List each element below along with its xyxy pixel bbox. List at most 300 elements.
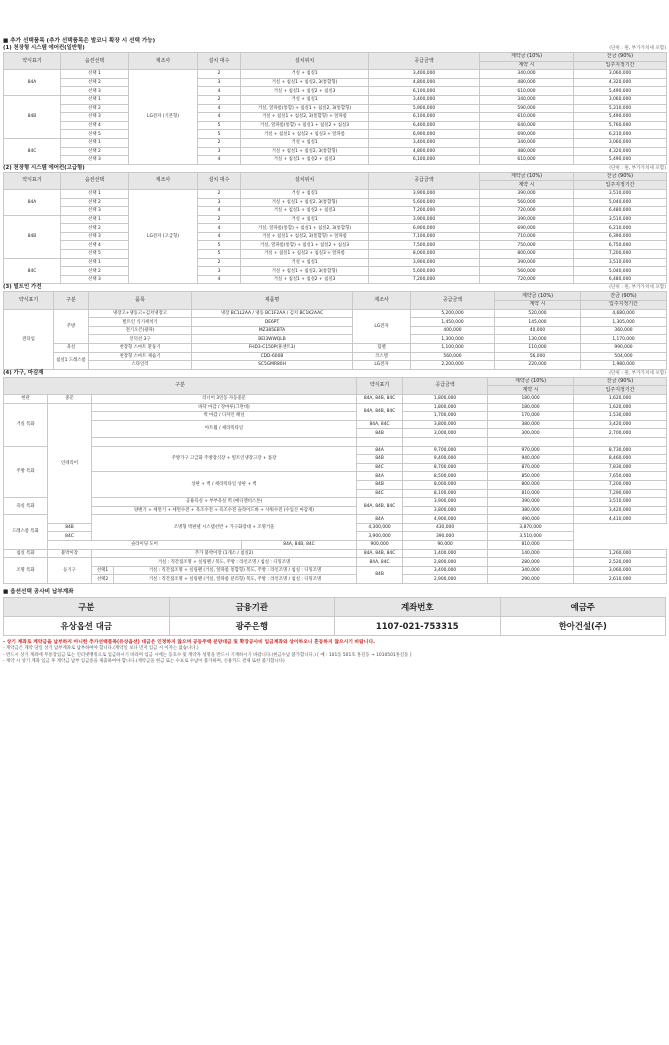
table-cell: 거실 : 직간접조명 + 실링팬 (거실, 알파룸 분리형) 복도, 주방 : 라인조명 / 침실 : 디밍조명 — [114, 575, 357, 584]
table-cell: 선택 2 — [61, 267, 129, 276]
table-cell: 3,400,000 — [369, 95, 480, 104]
table-cell: 720,000 — [480, 207, 574, 216]
table-cell: 잔금 (90%) — [574, 377, 667, 386]
table-cell: 4 — [198, 275, 241, 284]
table-cell: LG전자 (고급형) — [129, 189, 198, 284]
table-cell: 벽 마감 / 디자인 패널 — [92, 412, 357, 421]
table-cell: 선택 3 — [61, 232, 129, 241]
table-cell: 1,700,000 — [403, 412, 488, 421]
table-cell: 180,000 — [488, 403, 574, 412]
table-row — [4, 224, 667, 233]
table-cell: 잔금 (90%) — [581, 292, 667, 301]
table-cell: 선택 3 — [61, 207, 129, 216]
table-row — [4, 207, 667, 216]
table-cell: 공급금액 — [411, 292, 495, 309]
table-cell: 4 — [198, 87, 241, 96]
table-cell: 990,000 — [581, 344, 667, 353]
table-cell: SC5GMR80H — [192, 361, 353, 370]
table-cell: LG전자 — [353, 361, 411, 370]
table-cell: 3,510,000 — [574, 258, 667, 267]
table-cell: 4 — [198, 224, 241, 233]
table-cell: 5,310,000 — [574, 104, 667, 113]
table-cell: 거실 + 침실1 + 침실2 + 침실3 — [241, 275, 369, 284]
table-cell: 1,450,000 — [411, 318, 495, 327]
table-cell: LG전자 — [353, 309, 411, 343]
table-cell: 주방 특화 — [4, 446, 48, 498]
table-cell: 거실 + 침실1 + 침실2, 3(통합형) — [241, 147, 369, 156]
table-cell: 등기구 — [48, 558, 92, 584]
table-cell: 170,000 — [488, 412, 574, 421]
table-cell: 84A, 84B, 84C — [357, 394, 403, 403]
table-cell: 입주지정기간 — [574, 386, 667, 395]
table-cell: 3,060,000 — [574, 70, 667, 79]
table-row — [4, 189, 667, 198]
table-cell: 7,100,000 — [369, 232, 480, 241]
note-warning: - 상기 계좌로 계약금을 납부하지 아니한 추가선택품목(유상옵션) 대금은 인정하지 않으며 공동주택 분양대금 및 확장공사비 입금계좌와 상이하오니 혼동하지 않으시기 바랍니다. — [3, 640, 375, 646]
table-cell: 거실, 알파룸(통합) + 침실1 + 침실2, 3(통합형) — [241, 224, 369, 233]
table-cell: 3,800,000 — [403, 420, 488, 429]
table-cell: 계약금 (10%) — [495, 292, 581, 301]
table-row — [4, 361, 667, 370]
table-cell: 1,170,000 — [581, 335, 667, 344]
table-row — [4, 412, 667, 421]
table-row — [4, 344, 667, 353]
table-cell: 84C — [357, 463, 403, 472]
table-cell: 거실 + 침실1 + 침실2, 3(통합형) + 알파룸 — [241, 232, 369, 241]
table-cell — [574, 437, 667, 446]
table-cell: 제조사 — [353, 292, 411, 309]
table-row — [4, 121, 667, 130]
table-cell: 84B — [357, 480, 403, 489]
table-cell: 빌트인 식기세척기 — [89, 318, 192, 327]
table-cell: 선택 2 — [61, 224, 129, 233]
table-cell: 거실 + 침실1 — [241, 138, 369, 147]
table-cell: MZ385EBTA — [192, 326, 353, 335]
table-cell: 제조사 — [129, 53, 198, 70]
table-row — [4, 515, 667, 524]
table-row — [4, 394, 667, 403]
table-cell: 4,900,000 — [403, 515, 488, 524]
section-title: (1) 천장형 시스템 에어컨(일반형) (단위 : 원, 부가가치세 포함) — [3, 45, 666, 51]
table-cell: 금융기관 — [169, 598, 335, 617]
table-cell: 480,000 — [480, 147, 574, 156]
table-cell: 690,000 — [480, 130, 574, 139]
table-cell — [488, 437, 574, 446]
table-cell: 선택 3 — [61, 87, 129, 96]
table-row — [4, 70, 667, 79]
table-cell: 거실 + 침실1 + 침실2 + 침실3 — [241, 87, 369, 96]
table-row — [4, 232, 667, 241]
table-cell: 7,200,000 — [574, 480, 667, 489]
table-cell: 2 — [198, 258, 241, 267]
table-cell: 약식표기 — [4, 53, 61, 70]
table-cell: 2,700,000 — [574, 429, 667, 438]
table-cell: 약식표기 — [357, 377, 403, 394]
table-row — [4, 575, 667, 584]
table-row — [4, 309, 667, 318]
table-cell: 거실 : 직간접조명 + 실링팬 (거실, 알파룸 통합형) 복도, 주방 : 라인조명 / 침실 : 디밍조명 — [114, 566, 357, 575]
table-row — [4, 250, 667, 259]
table-cell: 8,000,000 — [403, 480, 488, 489]
table-cell: 거실 + 침실1 — [241, 189, 369, 198]
table-cell: 선택 4 — [61, 241, 129, 250]
table-row — [4, 215, 667, 224]
table-row — [4, 498, 667, 507]
note: - 반드시 상기 계좌에 무통장입금 또는 인터넷뱅킹으로 입금하시기 바라며 입금 시에는 동호수 및 계약자 성명을 반드시 기재하시기 바랍니다.(현금수납 불가합니다.) [ 예 : 101동 501호 홍길동 → 1010501홍길동 ] — [3, 652, 412, 658]
table-row — [4, 87, 667, 96]
table-cell: 선택 2 — [61, 147, 129, 156]
table-row — [4, 420, 667, 429]
table-cell: 480,000 — [480, 78, 574, 87]
table-cell: 1,300,000 — [411, 335, 495, 344]
table-cell: 4,800,000 — [369, 147, 480, 156]
table-cell: 710,000 — [480, 232, 574, 241]
table-row — [4, 335, 667, 344]
table-cell: 3,060,000 — [574, 566, 667, 575]
unit-note: (단위 : 원, 부가가치세 포함) — [609, 46, 666, 51]
table-cell: 설치 대수 — [198, 53, 241, 70]
table-cell: 610,000 — [480, 87, 574, 96]
table-cell: 590,000 — [480, 104, 574, 113]
table-cell: 940,000 — [488, 455, 574, 464]
table-cell: 선택 1 — [61, 70, 129, 79]
table-cell: 3,400,000 — [369, 70, 480, 79]
table-cell: 선택 1 — [61, 215, 129, 224]
table-cell: 110,000 — [495, 344, 581, 353]
table-cell: 천장형 스마트 환풍기 — [89, 344, 192, 353]
table-cell: 스타일러 — [89, 361, 192, 370]
table-cell: 리너어 3연동 자동중문 — [92, 394, 357, 403]
table-cell: 상판 + 벽 / 세라믹타일 상판 + 벽 — [92, 472, 357, 498]
table-cell: 870,000 — [488, 463, 574, 472]
table-cell: 5,040,000 — [574, 198, 667, 207]
table-cell: 4 — [198, 104, 241, 113]
table-row — [4, 198, 667, 207]
table-cell: 붙박이장 — [48, 549, 92, 558]
table-cell: 계약금 (10%) — [480, 53, 574, 62]
unit-note: (단위 : 원, 부가가치세 포함) — [609, 285, 666, 291]
table-cell: 5 — [198, 241, 241, 250]
table-cell: 전기오븐(광파) — [89, 326, 192, 335]
table-cell: 84A — [357, 472, 403, 481]
table-cell: 6,400,000 — [369, 121, 480, 130]
table-row — [4, 275, 667, 284]
table-cell: 선택 1 — [61, 95, 129, 104]
note: - 계약금은 계약 당일 상기 납부계좌로 납부하여야 합니다.(계약일 보다 먼저 입금 시 이자는 없습니다.) — [3, 646, 199, 652]
table-cell: 4 — [198, 207, 241, 216]
table-cell: 구분 — [4, 598, 170, 617]
table-cell: 8,460,000 — [574, 455, 667, 464]
table-cell: 3,510,000 — [574, 498, 667, 507]
table-cell: 40,000 — [495, 326, 581, 335]
table-cell: 7,830,000 — [574, 463, 667, 472]
table-cell: 140,000 — [488, 549, 574, 558]
table-cell: 6,210,000 — [574, 130, 667, 139]
table-cell: 잔금 (90%) — [574, 172, 667, 181]
account-title: ■ 옵션선택 공사비 납부계좌 — [3, 589, 74, 596]
table-cell: 84B — [357, 429, 403, 438]
table-cell: 거실 + 침실1 + 침실2, 3(통합형) + 알파룸 — [241, 113, 369, 122]
table-cell: 선택2 — [92, 575, 114, 584]
table-cell: 3,510,000 — [574, 189, 667, 198]
table-cell: 6,900,000 — [369, 130, 480, 139]
table-cell: 900,000 — [357, 541, 403, 550]
table-cell: 거실 + 침실1 + 침실2 + 침실3 — [241, 156, 369, 165]
table-cell: 아트월 / 세라믹타일 — [92, 420, 357, 437]
table-cell: 입주지정기간 — [574, 181, 667, 190]
table-cell: 8,000,000 — [369, 250, 480, 259]
unit-note: (단위 : 원, 부가가치세 포함) — [609, 165, 666, 171]
table-cell: 430,000 — [403, 523, 488, 532]
doc-title: ■ 추가 선택품목 (추가 선택품목은 발코니 확장 시 선택 가능) — [3, 38, 156, 44]
table-cell: 5,900,000 — [369, 104, 480, 113]
table-cell: 거실 + 침실1 + 침실2, 3(통합형) — [241, 78, 369, 87]
table-cell: 거실 + 침실1 + 침실2 + 침실3 + 알파룸 — [241, 130, 369, 139]
table-cell: 7,200,000 — [369, 275, 480, 284]
table-cell: 3 — [198, 198, 241, 207]
table-cell: 84C — [357, 489, 403, 498]
table-cell: 810,000 — [488, 489, 574, 498]
table-cell: 거실 + 침실1 — [241, 95, 369, 104]
table-cell: 84A, 84B, 84C — [242, 541, 357, 550]
table-cell: 84A, 84B, 84C — [357, 549, 403, 558]
table-cell: 84B — [357, 455, 403, 464]
table-cell: 약식표기 — [4, 172, 61, 189]
table-cell: 4,320,000 — [574, 78, 667, 87]
table-cell: 84C — [48, 532, 92, 541]
table-cell: 잔금 (90%) — [574, 53, 667, 62]
table-cell: 3,900,000 — [369, 258, 480, 267]
table-cell: 490,000 — [488, 515, 574, 524]
table-cell: 조명형 벽판넬 시스템선반 + 가구화장대 + 조명거울 — [92, 515, 357, 541]
table-cell: 3,400,000 — [369, 138, 480, 147]
table-cell: 7,200,000 — [369, 207, 480, 216]
table-cell: 340,000 — [488, 566, 574, 575]
table-cell: 5 — [198, 121, 241, 130]
table-cell: 3 — [198, 267, 241, 276]
table-cell: 2,520,000 — [574, 558, 667, 567]
table-cell: 2,800,000 — [403, 558, 488, 567]
table-cell: 5,490,000 — [574, 156, 667, 165]
table-row — [4, 558, 667, 567]
table-cell: FHD3-C150P(휴젠트3) — [192, 344, 353, 353]
table-cell: 선택 3 — [61, 113, 129, 122]
table-cell: 코스텔 — [353, 352, 411, 361]
table-cell: 720,000 — [480, 275, 574, 284]
table-cell: 4,410,000 — [574, 515, 667, 524]
table-cell: 280,000 — [488, 558, 574, 567]
table-cell: 84A — [4, 70, 61, 96]
table-cell: 4,320,000 — [574, 147, 667, 156]
table-row — [4, 472, 667, 481]
table-cell: 56,000 — [495, 352, 581, 361]
table-cell: 2 — [198, 138, 241, 147]
table-cell: 힘펠 — [353, 344, 411, 353]
table-cell: 970,000 — [488, 446, 574, 455]
table-cell: 6,480,000 — [574, 207, 667, 216]
table-cell: 2 — [198, 215, 241, 224]
table-cell: 520,000 — [495, 309, 581, 318]
table-cell: 84C — [4, 138, 61, 164]
table-cell: 선택 1 — [61, 138, 129, 147]
table-cell: 전타입 — [4, 309, 54, 369]
table-cell: 1,980,000 — [581, 361, 667, 370]
table-cell: 850,000 — [488, 472, 574, 481]
table-cell: 300,000 — [488, 429, 574, 438]
table-cell: 계약 시 — [488, 386, 574, 395]
table-cell: 거실 + 침실1 — [241, 258, 369, 267]
table-row — [4, 104, 667, 113]
table-cell: 5 — [198, 250, 241, 259]
section-title: (2) 천장형 시스템 에어컨(고급형) (단위 : 원, 부가가치세 포함) — [3, 164, 666, 171]
table-cell: 욕실 특화 — [4, 498, 48, 515]
table-cell: 84C — [4, 258, 61, 284]
table-cell: 84A, 84B, 84C — [357, 498, 403, 515]
table-cell: 거실 + 침실1 + 침실2, 3(통합형) — [241, 198, 369, 207]
table-cell: 9,700,000 — [403, 446, 488, 455]
table-cell: 6,100,000 — [369, 87, 480, 96]
table-cell: 침실 특화 — [4, 549, 48, 558]
table-cell: 84A — [357, 515, 403, 524]
table-cell: 거실 특화 — [4, 403, 48, 446]
table-cell: 2 — [198, 95, 241, 104]
table-cell: 220,000 — [495, 361, 581, 370]
table-cell: 5,490,000 — [574, 113, 667, 122]
table-cell: 주방가구 고급화 주방장식장 + 빌트인냉장고장 + 틀장 — [92, 446, 357, 472]
table-cell: 약식표기 — [4, 292, 54, 309]
table-cell: 추가 붙박이장 (1개소 / 침실2) — [92, 549, 357, 558]
table-cell — [357, 437, 403, 446]
table-row — [4, 258, 667, 267]
table-cell: 양변기 + 세면기 + 세면수전 + 욕조수전 + 욕조수전 슬라이드바 + 샤워수전 (수입산 마감재) — [92, 506, 357, 515]
table-cell: 유상옵션 대금 — [4, 617, 170, 636]
table-cell: 4,800,000 — [369, 78, 480, 87]
table-cell: 84A — [357, 446, 403, 455]
table-cell: 9,400,000 — [403, 455, 488, 464]
table-cell: 거실, 알파룸(통합) + 침실1 + 침실2, 3(통합형) — [241, 104, 369, 113]
table-cell: 4,680,000 — [581, 309, 667, 318]
table-cell: 84A, 84C — [357, 558, 403, 567]
table-cell: 선택1 — [92, 566, 114, 575]
table-cell: 선택 5 — [61, 130, 129, 139]
table-row — [4, 403, 667, 412]
table-cell: 6,100,000 — [369, 156, 480, 165]
table-cell: 4 — [198, 156, 241, 165]
table-cell: 거실, 알파룸(통합) + 침실1 + 침실2 + 침실3 — [241, 241, 369, 250]
table-cell: 145,000 — [495, 318, 581, 327]
notes — [3, 640, 666, 666]
table-cell: 설치위치 — [241, 53, 369, 70]
table-cell: 690,000 — [480, 224, 574, 233]
table-cell: 선택 3 — [61, 156, 129, 165]
table-cell: 3,420,000 — [574, 420, 667, 429]
table-cell: 6,210,000 — [574, 224, 667, 233]
table-cell: 390,000 — [480, 215, 574, 224]
table-row — [4, 138, 667, 147]
table-cell: 5,490,000 — [574, 87, 667, 96]
table-row — [4, 147, 667, 156]
table-cell: 84B — [4, 95, 61, 138]
table-cell: 360,000 — [581, 326, 667, 335]
table-cell: 선택 1 — [61, 189, 129, 198]
table-cell: 400,000 — [411, 326, 495, 335]
table-cell: 750,000 — [480, 241, 574, 250]
table-cell: 7,290,000 — [574, 489, 667, 498]
table-cell: 현관 — [4, 394, 48, 403]
table-cell: 광주은행 — [169, 617, 335, 636]
table-cell: 7,650,000 — [574, 472, 667, 481]
table-cell: 입주지정기간 — [574, 61, 667, 70]
table-cell: 84B — [4, 215, 61, 258]
table-cell: 1,260,000 — [574, 549, 667, 558]
table-cell: 800,000 — [480, 250, 574, 259]
table-cell: 3,420,000 — [574, 506, 667, 515]
table-row — [4, 267, 667, 276]
table-cell: 1,800,000 — [403, 394, 488, 403]
table-cell: 인덕션 3구 — [89, 335, 192, 344]
table-row — [4, 446, 667, 455]
table-cell: 6,480,000 — [574, 275, 667, 284]
table-cell: 주방 — [54, 309, 89, 343]
table-row — [4, 78, 667, 87]
table-cell: 84A, 84B, 84C — [357, 403, 403, 420]
table-cell: 4,300,000 — [357, 523, 403, 532]
table-row — [4, 326, 667, 335]
table-cell: 3,900,000 — [403, 498, 488, 507]
table-cell: 침실1 드레스룸 — [54, 352, 89, 369]
table-cell: 옵션선택 — [61, 172, 129, 189]
table-cell: 340,000 — [480, 138, 574, 147]
table-cell: 3,000,000 — [403, 429, 488, 438]
table-row — [4, 352, 667, 361]
table-cell: 제품명 — [192, 292, 353, 309]
table-cell: 선택 5 — [61, 250, 129, 259]
table-cell: 84A — [4, 189, 61, 215]
table-cell: 선택 2 — [61, 198, 129, 207]
aircon-premium-table — [3, 172, 667, 285]
table-cell: 냉장고+냉동고+김치냉장고 — [89, 309, 192, 318]
table-cell: 2,900,000 — [403, 575, 488, 584]
table-cell: 구분 — [54, 292, 89, 309]
table-cell: 3 — [198, 147, 241, 156]
table-cell: 5,600,000 — [369, 267, 480, 276]
table-cell: DE6PT — [192, 318, 353, 327]
table-cell: 1,400,000 — [403, 549, 488, 558]
table-row — [4, 130, 667, 139]
table-cell: 90,000 — [403, 541, 488, 550]
furniture-finish-table — [3, 377, 667, 584]
table-cell: 290,000 — [488, 575, 574, 584]
table-cell: 슬라이딩 도어 — [48, 541, 242, 550]
table-cell: 욕실 — [54, 344, 89, 353]
table-cell: 5,600,000 — [369, 198, 480, 207]
table-cell: 공용욕실 + 부부욕실 벽 (메디멘비스톤) — [92, 498, 357, 507]
table-row — [4, 113, 667, 122]
table-cell: 3,870,000 — [488, 523, 574, 532]
table-cell: 560,000 — [480, 267, 574, 276]
table-cell: 800,000 — [488, 480, 574, 489]
table-cell: 설치 대수 — [198, 172, 241, 189]
table-cell: 3,400,000 — [403, 566, 488, 575]
table-cell: LG전자 (기본형) — [129, 70, 198, 165]
table-cell: 입주지정기간 — [581, 301, 667, 310]
table-cell: 1,100,000 — [411, 344, 495, 353]
table-cell: 560,000 — [411, 352, 495, 361]
table-cell: 계약금 (10%) — [488, 377, 574, 386]
table-cell: 8,500,000 — [403, 472, 488, 481]
table-cell: 계약 시 — [480, 181, 574, 190]
table-cell: 3,510,000 — [488, 532, 574, 541]
